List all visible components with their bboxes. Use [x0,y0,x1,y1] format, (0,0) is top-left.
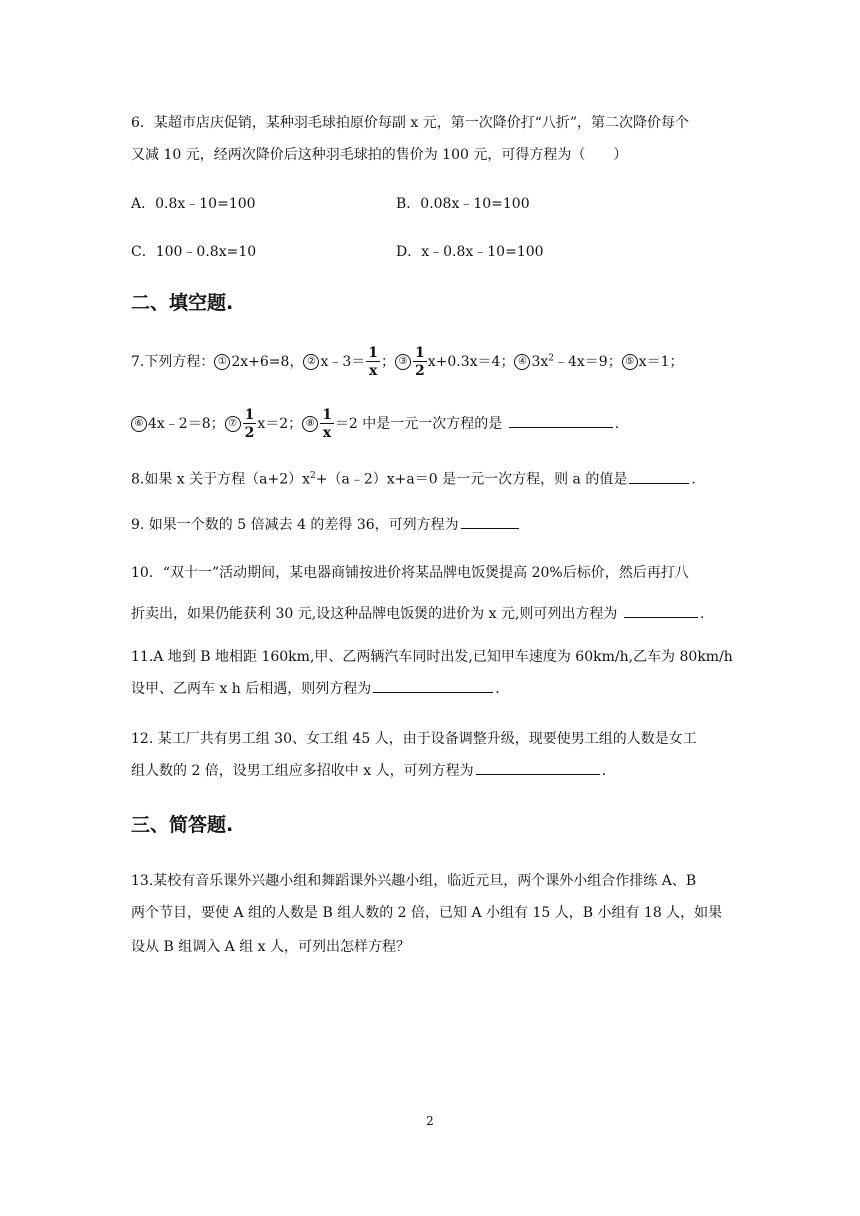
q7-end: . [614,416,620,432]
fraction-numerator: 1 [244,407,255,423]
q11-text: 设甲、乙两车 x h 后相遇，则列方程为 [131,681,372,697]
q6-line-1: 6．某超市店庆促销，某种羽毛球拍原价每副 x 元，第一次降价打“八折”，第二次降价每个 [131,115,690,131]
fraction [413,346,427,378]
q7-eq4: 3x [531,354,549,370]
q12-text: 组人数的 2 倍，设男工组应多招收中 x 人，可列方程为 [131,763,474,779]
q13-line-2: 两个节目，要使 A 组的人数是 B 组人数的 2 倍，已知 A 小组有 15 人，B 小组有 18 人，如果 [131,905,723,921]
q8-line [131,472,696,487]
q7-line-1 [131,346,684,378]
circled-number: ⑤ [622,354,638,370]
q12-line-2 [131,764,606,778]
q13-line-3: 设从 B 组调入 A 组 x 人，可列出怎样方程？ [131,939,410,955]
q11-line-1: 11.A 地到 B 地相距 160km,甲、乙两辆汽车同时出发,已知甲车速度为 60km/h,乙车为 80km/h [131,649,733,665]
fraction-denominator: x [322,425,332,441]
fraction [243,408,257,440]
q6-option-b: B．0.08x﹣10=100 [396,196,530,212]
fraction [320,408,334,440]
q11-line-2 [131,682,500,696]
q9-text: 9. 如果一个数的 5 倍减去 4 的差得 36，可列方程为 [131,517,459,533]
q8-end: . [691,471,696,488]
circled-number: ⑦ [225,416,241,432]
q12-end: . [601,763,607,779]
q11-end: . [495,681,500,697]
answer-blank[interactable] [509,426,613,428]
q12-line-1: 12. 某工厂共有男工组 30、女工组 45 人，由于设备调整升级，现要使男工组的人数是女工 [131,731,697,747]
q7-eq8: ＝2 中是一元一次方程的是 [334,416,503,432]
section-fill-in-heading: 二、填空题. [131,292,234,314]
page-number: 2 [426,1114,434,1128]
q13-line-1: 13.某校有音乐课外兴趣小组和舞蹈课外兴趣小组，临近元旦，两个课外小组合作排练 A、B [131,873,697,889]
circled-number: ⑧ [302,416,318,432]
circled-number: ④ [514,354,530,370]
q7-eq3: x+0.3x＝4； [427,354,515,370]
fraction-denominator: 2 [244,425,255,441]
answer-blank[interactable] [629,482,689,484]
q7-eq2: x﹣3＝ [320,354,366,370]
q9-line [131,518,521,532]
q7-eq6: 4x﹣2＝8； [148,416,225,432]
q7-eq4-rest: ﹣4x＝9； [554,354,622,370]
q7-separator: ； [381,354,395,370]
q6-option-d: D．x﹣0.8x﹣10=100 [396,244,544,260]
q10-end: . [699,606,705,622]
q8-text-b: +（a﹣2）x+a＝0 是一元一次方程，则 a 的值是 [315,471,628,488]
exponent: 2 [310,471,316,481]
fraction [366,346,380,378]
circled-number: ① [214,354,230,370]
q6-option-a: A．0.8x﹣10=100 [131,196,256,212]
q10-line-1: 10．“双十一”活动期间，某电器商铺按进价将某品牌电饭煲提高 20%后标价，然后再打八 [131,565,689,581]
q10-line-2 [131,607,704,621]
exponent: 2 [548,353,554,364]
q7-eq1: 2x+6=8， [231,354,304,370]
circled-number: ② [303,354,319,370]
answer-blank[interactable] [373,691,493,693]
q10-text: 折卖出，如果仍能获利 30 元,设这种品牌电饭煲的进价为 x 元,则可列出方程为 [131,606,618,622]
q7-eq7: x＝2； [257,416,303,432]
section-short-answer-heading: 三、简答题. [131,814,234,836]
circled-number: ⑥ [131,416,147,432]
q7-eq5: x＝1； [638,354,684,370]
answer-blank[interactable] [476,773,600,775]
q8-text-a: 8.如果 x 关于方程（a+2）x [131,471,311,488]
fraction-numerator: 1 [322,407,332,423]
circled-number: ③ [395,354,411,370]
q7-prefix: 7.下列方程： [131,354,215,370]
fraction-numerator: 1 [368,345,378,361]
answer-blank[interactable] [624,616,698,618]
q7-line-2 [131,408,619,440]
fraction-numerator: 1 [415,345,425,361]
q6-option-c: C．100﹣0.8x=10 [131,244,257,260]
fraction-denominator: 2 [415,363,425,379]
q6-line-2: 又减 10 元，经两次降价后这种羽毛球拍的售价为 100 元，可得方程为（ ） [131,147,628,163]
fraction-denominator: x [368,363,378,379]
answer-blank[interactable] [461,527,519,529]
